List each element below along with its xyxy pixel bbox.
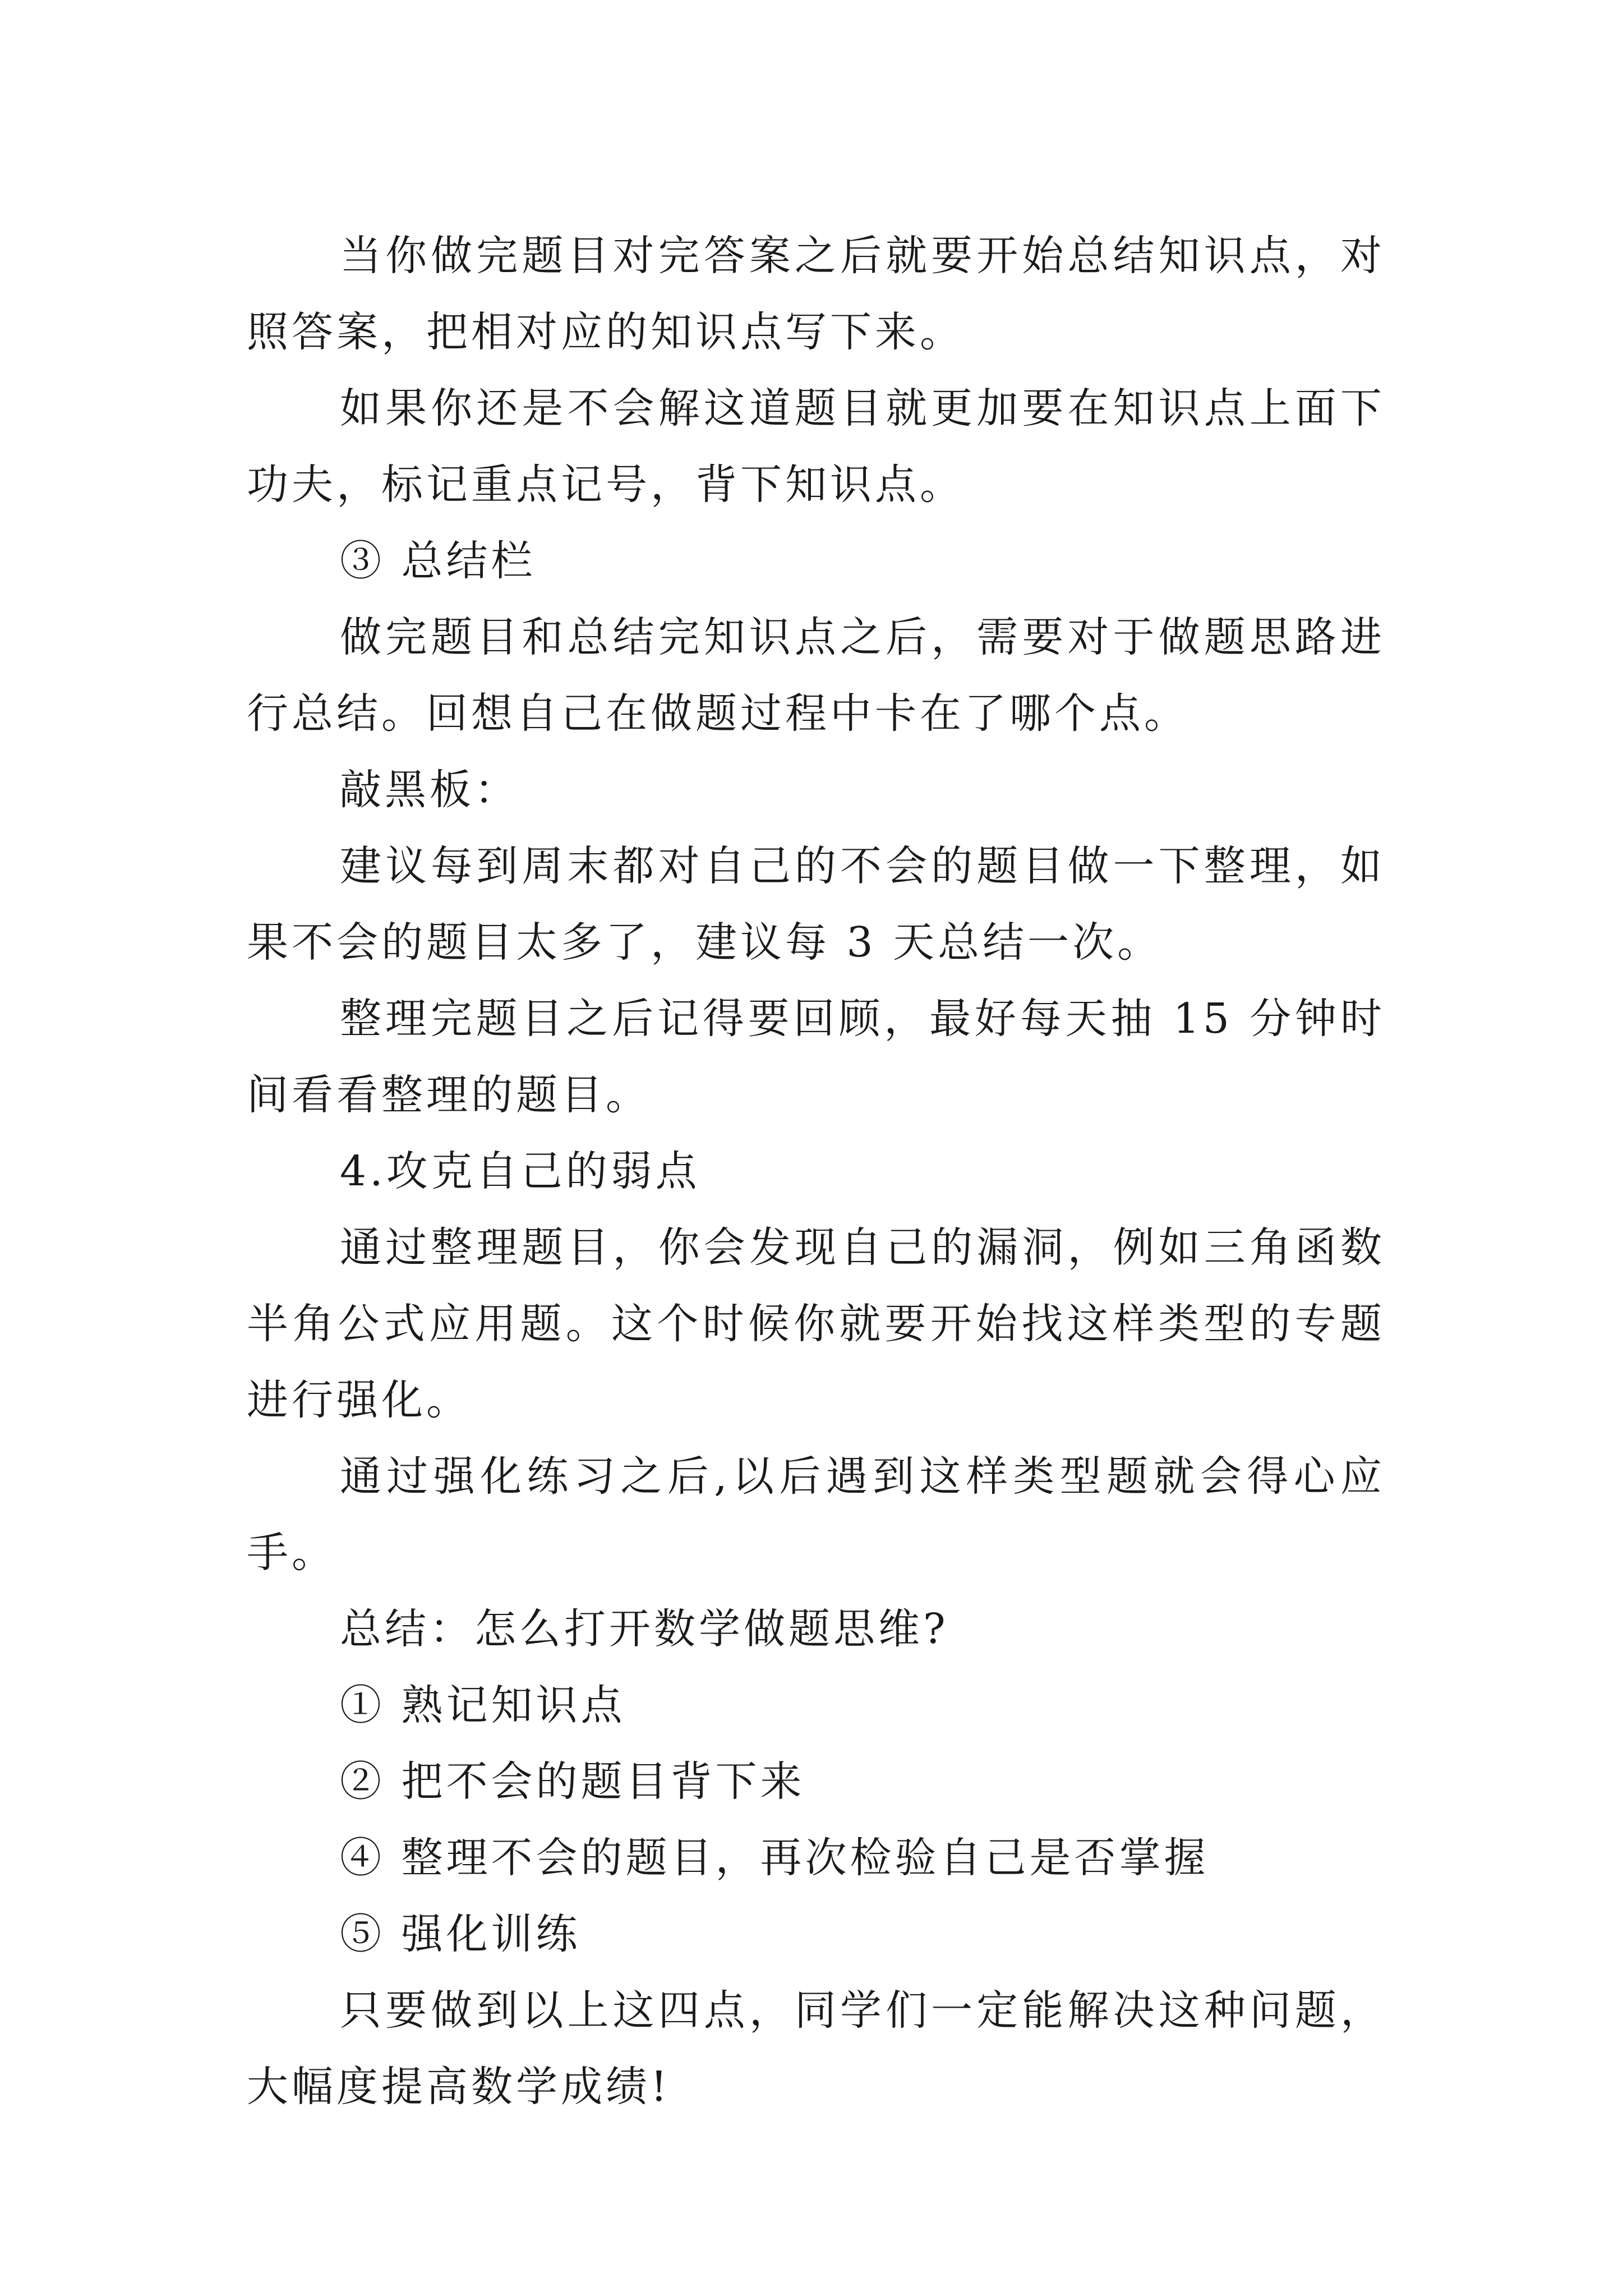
heading-conclusion: 总结：怎么打开数学做题思维? bbox=[340, 1605, 949, 1653]
paragraph-study-knowledge: 如果你还是不会解这道题目就更加要在知识点上面下功夫，标记重点记号，背下知识点。 bbox=[247, 384, 1385, 509]
paragraph-after-practice: 通过强化练习之后,以后遇到这样类型题就会得心应手。 bbox=[247, 1452, 1385, 1577]
heading-knock-blackboard: 敲黑板： bbox=[340, 766, 519, 814]
list-item-2: ② 把不会的题目背下来 bbox=[340, 1757, 805, 1806]
paragraph-summary-knowledge: 当你做完题目对完答案之后就要开始总结知识点，对照答案，把相对应的知识点写下来。 bbox=[247, 232, 1385, 356]
section-heading-summary-column: ③ 总结栏 bbox=[340, 537, 536, 585]
paragraph-daily-review: 整理完题目之后记得要回顾，最好每天抽 15 分钟时间看看整理的题目。 bbox=[247, 995, 1385, 1119]
list-item-5: ⑤ 强化训练 bbox=[340, 1910, 581, 1958]
paragraph-closing: 只要做到以上这四点，同学们一定能解决这种问题，大幅度提高数学成绩! bbox=[247, 1986, 1385, 2111]
paragraph-find-gaps: 通过整理题目，你会发现自己的漏洞，例如三角函数半角公式应用题。这个时候你就要开始找这样类型的专题进行强化。 bbox=[247, 1223, 1385, 1424]
section-heading-weakness: 4.攻克自己的弱点 bbox=[340, 1147, 700, 1195]
document-body bbox=[247, 218, 1385, 2125]
paragraph-summarize-thinking: 做完题目和总结完知识点之后，需要对于做题思路进行总结。回想自己在做题过程中卡在了哪个点。 bbox=[247, 613, 1385, 738]
list-item-4: ④ 整理不会的题目，再次检验自己是否掌握 bbox=[340, 1834, 1209, 1882]
paragraph-weekend-review: 建议每到周末都对自己的不会的题目做一下整理，如果不会的题目太多了，建议每 3 天总结一次。 bbox=[247, 842, 1385, 967]
list-item-1: ① 熟记知识点 bbox=[340, 1681, 626, 1729]
